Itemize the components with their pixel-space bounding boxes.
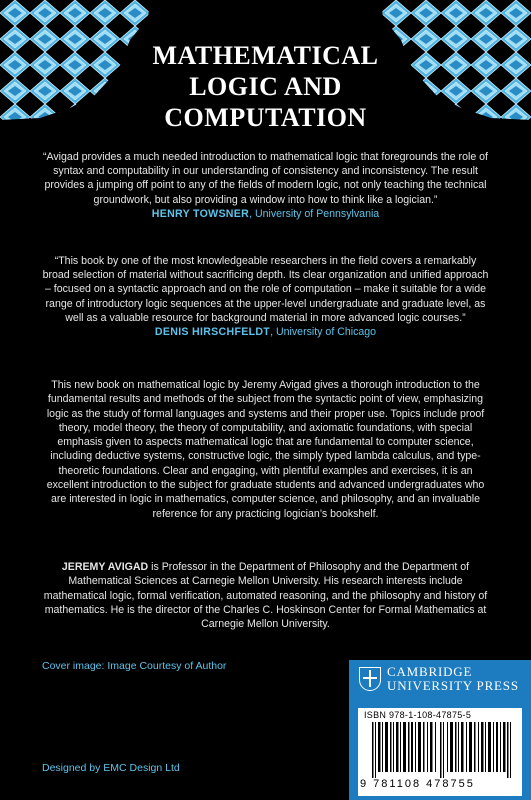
barcode-number: 9 781108 478755: [360, 778, 475, 790]
book-title: [0, 40, 531, 133]
cover-credit: Cover image: Image Courtesy of Author: [42, 660, 227, 672]
title-line-1: MATHEMATICAL: [152, 41, 379, 70]
design-credit: Designed by EMC Design Ltd: [42, 762, 180, 774]
publisher-logo: [357, 665, 523, 695]
cambridge-crest-icon: [359, 667, 381, 691]
quote-attribution: [40, 207, 491, 221]
isbn-label: ISBN 978-1-108-47875-5: [364, 710, 472, 720]
author-bio: [40, 560, 491, 631]
quote-text: “Avigad provides a much needed introduction to mathematical logic that foregrounds the role of syntax and computability in our understanding of consistency and inconsistency. The result provides a jumping off point to any of the fields of modern logic, not only teaching the technical groundwork, but also providing a window into how to think like a logician.”: [42, 151, 488, 206]
barcode-box: [358, 708, 522, 796]
endorsement-quote-2: [40, 254, 491, 339]
publisher-line-1: CAMBRIDGE: [387, 664, 473, 679]
publisher-line-2: UNIVERSITY PRESS: [387, 678, 519, 693]
book-description: This new book on mathematical logic by Jeremy Avigad gives a thorough introduction to the fundamental results and methods of the subject from the syntactic point of view, emphasizing logic as the study of formal languages and systems and their proper use. Topics include proof theory, model theory, the theory of computability, and axiomatic foundations, with special emphasis given to aspects mathematical logic that are fundamental to computer science, including deductive systems, constructive logic, the simply typed lambda calculus, and type-theoretic foundations. Clear and engaging, with plentiful examples and exercises, it is an excellent introduction to the subject for graduate students and advanced undergraduates who are interested in logic in mathematics, computer science, and philosophy, and an invaluable reference for any practicing logician’s bookshelf.: [46, 379, 485, 520]
quote-institution: , University of Pennsylvania: [249, 207, 380, 220]
quote-author: HENRY TOWSNER: [151, 207, 250, 220]
author-bio-text: is Professor in the Department of Philosophy and the Department of Mathematical Sciences at Carnegie Mellon University. His research interests include mathematical logic, formal verification, automated reasoning, and the philosophy and history of mathematics. He is the director of the Charles C. Hoskinson Center for Formal Mathematics at Carnegie Mellon University.: [43, 561, 488, 631]
publisher-name: [387, 665, 519, 693]
title-line-2: LOGIC AND: [189, 72, 342, 101]
publisher-block: [349, 660, 531, 800]
title-line-3: COMPUTATION: [164, 103, 367, 132]
endorsement-quote-1: [40, 150, 491, 221]
quote-attribution: [40, 325, 491, 339]
author-name: JEREMY AVIGAD: [61, 561, 149, 573]
barcode: [372, 722, 512, 778]
quote-author: DENIS HIRSCHFELDT: [154, 326, 271, 339]
quote-institution: , University of Chicago: [270, 326, 377, 339]
quote-text: “This book by one of the most knowledgeable researchers in the field covers a remarkably broad selection of material without sacrificing depth. Its clear organization and unified approach – focused on a syntactic approach and on the role of computation – make it suitable for a wide range of introductory logic sequences at the upper-level undergraduate and graduate level, as well as a valuable resource for background material in more advanced logic courses.”: [42, 255, 489, 324]
